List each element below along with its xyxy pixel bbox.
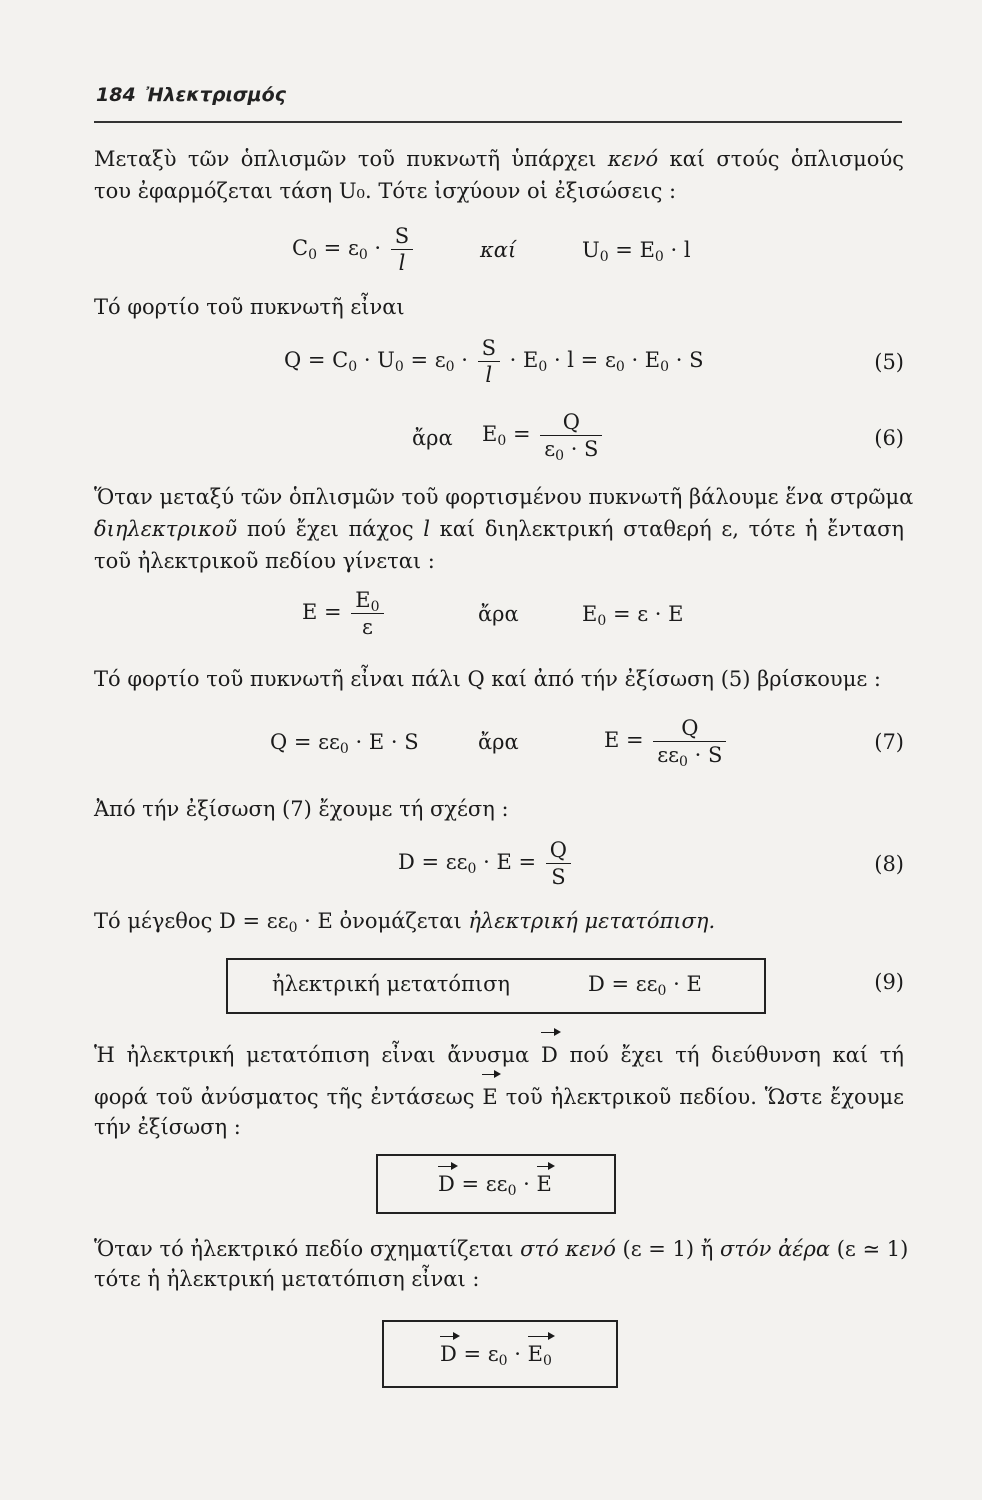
running-header	[96, 84, 286, 106]
paragraph-line: Τό μέγεθος $D = \varepsilon\varepsilon_0 \cdot E$ ὀνομάζεται ἠλεκτρική μετατόπιση.	[94, 909, 716, 936]
word-kai: καί	[480, 238, 517, 262]
equation-7-left: $Q = \varepsilon\varepsilon_0 \cdot E \cdot S$	[270, 730, 419, 757]
equation-number: (6)	[874, 426, 904, 450]
paragraph-line: Μεταξὺ τῶν ὁπλισμῶν τοῦ πυκνωτῆ ὑπάρχει κενό καί στούς ὁπλισμούς	[94, 147, 904, 171]
chapter-title: Ἠλεκτρισμός	[145, 84, 286, 106]
box-label: ἠλεκτρική μετατόπιση	[272, 972, 511, 996]
equation-number: (8)	[874, 852, 904, 876]
vector-equation: $D = \varepsilon\varepsilon_0 \cdot E$	[438, 1172, 552, 1199]
equation-field-relation: $E_0 = \varepsilon \cdot E$	[582, 602, 684, 629]
paragraph-line: Τό φορτίο τοῦ πυκνωτῆ εἶναι	[94, 295, 405, 319]
paragraph-line: Ἀπό τήν ἐξίσωση (7) ἔχουμε τή σχέση :	[94, 797, 509, 821]
equation-number: (7)	[874, 730, 904, 754]
paragraph-line: Ἡ ἠλεκτρική μετατόπιση εἶναι ἄνυσμα D πού ἔχει τή διεύθυνση καί τή	[94, 1038, 904, 1072]
page-number: 184	[96, 84, 136, 106]
equation-voltage: $U_0 = E_0 \cdot l$	[582, 238, 691, 265]
word-ara: ἄρα	[478, 730, 519, 754]
equation-field-dielectric: E = $\frac{E_0}{\varepsilon}$	[302, 588, 387, 639]
header-rule	[94, 121, 902, 123]
vector-equation: $D = \varepsilon_0 \cdot E_0$	[440, 1342, 552, 1369]
equation-number: (9)	[874, 970, 904, 994]
equation-6: $E_0$ = $\frac{Q}{\varepsilon_0 \cdot S}$	[482, 410, 605, 461]
paragraph-line: Ὅταν μεταξύ τῶν ὁπλισμῶν τοῦ φορτισμένου πυκνωτῆ βάλουμε ἕνα στρῶμα	[94, 485, 914, 509]
equation-5: $Q = C_0 \cdot U_0 = \varepsilon_0$ · $\frac{S}{l}$ · $E_0 \cdot l = \varepsilon_0 \cdot E_0 \cdot S$	[284, 336, 704, 387]
paragraph-line: φορά τοῦ ἀνύσματος τῆς ἐντάσεως E τοῦ ἠλεκτρικοῦ πεδίου. Ὥστε ἔχουμε	[94, 1080, 904, 1114]
equation-7-right: E = $\frac{Q}{\varepsilon\varepsilon_0 \cdot S}$	[604, 716, 729, 767]
paragraph-line: Ὅταν τό ἠλεκτρικό πεδίο σχηματίζεται στό κενό (ε = 1) ἤ στόν ἀέρα (ε ≃ 1)	[94, 1237, 909, 1261]
paragraph-line: τότε ἡ ἠλεκτρική μετατόπιση εἶναι :	[94, 1267, 480, 1291]
equation-capacitance: $C_0 = \varepsilon_0$ · $\frac{S}{l}$	[292, 224, 416, 275]
word-ara: ἄρα	[478, 602, 519, 626]
word-ara: ἄρα	[412, 426, 453, 450]
box-equation: $D = \varepsilon\varepsilon_0 \cdot E$	[588, 972, 702, 999]
equation-number: (5)	[874, 350, 904, 374]
vector-equation-box	[382, 1320, 618, 1388]
paragraph-line: τοῦ ἠλεκτρικοῦ πεδίου γίνεται :	[94, 549, 435, 573]
paragraph-line: του ἐφαρμόζεται τάση U₀. Τότε ἰσχύουν οἱ ἐξισώσεις :	[94, 179, 677, 203]
paragraph-line: διηλεκτρικοῦ πού ἔχει πάχος l καί διηλεκτρική σταθερή ε, τότε ἡ ἔνταση	[94, 517, 905, 541]
paragraph-line: τήν ἐξίσωση :	[94, 1115, 241, 1139]
vector-equation-box	[376, 1154, 616, 1214]
equation-8: $D = \varepsilon\varepsilon_0 \cdot E$ = $\frac{Q}{S}$	[398, 838, 574, 889]
paragraph-line: Τό φορτίο τοῦ πυκνωτῆ εἶναι πάλι Q καί ἀπό τήν ἐξίσωση (5) βρίσκουμε :	[94, 667, 881, 691]
definition-box	[226, 958, 766, 1014]
